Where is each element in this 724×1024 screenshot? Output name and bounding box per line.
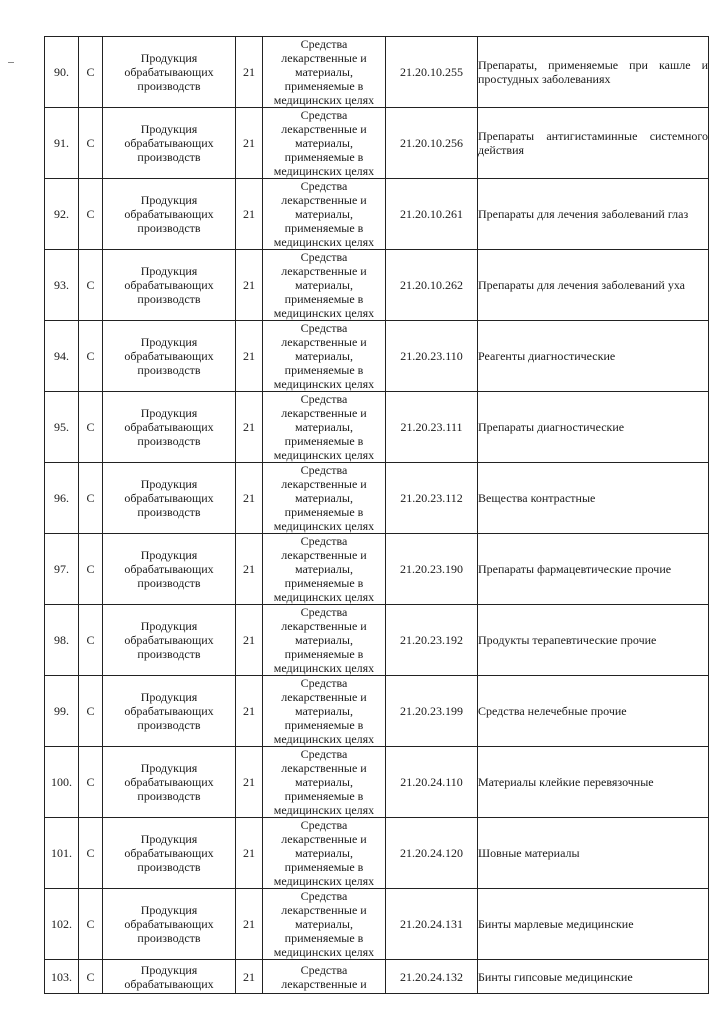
subclass-cell: Средства лекарственные и материалы, применяемые в медицинских целях [263,463,386,534]
table-row [45,321,709,392]
product-code-table [44,36,709,994]
table-row [45,463,709,534]
product-group-cell: Продукция обрабатывающих производств [103,534,236,605]
section-cell: C [79,605,103,676]
class-code-cell: 21 [236,960,263,994]
table-row [45,250,709,321]
class-code-cell: 21 [236,108,263,179]
row-number-cell: 93. [45,250,79,321]
row-number-cell: 94. [45,321,79,392]
product-name-cell: Вещества контрастные [478,463,709,534]
okpd-code-cell: 21.20.24.120 [386,818,478,889]
subclass-cell: Средства лекарственные и материалы, применяемые в медицинских целях [263,818,386,889]
row-number-cell: 96. [45,463,79,534]
row-number-cell: 91. [45,108,79,179]
class-code-cell: 21 [236,676,263,747]
class-code-cell: 21 [236,321,263,392]
class-code-cell: 21 [236,37,263,108]
class-code-cell: 21 [236,179,263,250]
product-group-cell: Продукция обрабатывающих производств [103,889,236,960]
class-code-cell: 21 [236,392,263,463]
product-name-cell: Препараты для лечения заболеваний глаз [478,179,709,250]
class-code-cell: 21 [236,818,263,889]
class-code-cell: 21 [236,889,263,960]
product-group-cell: Продукция обрабатывающих производств [103,108,236,179]
product-name-cell: Продукты терапевтические прочие [478,605,709,676]
product-name-cell: Препараты фармацевтические прочие [478,534,709,605]
row-number-cell: 97. [45,534,79,605]
product-name-cell: Препараты, применяемые при кашле и простудных заболеваниях [478,37,709,108]
table-row [45,179,709,250]
row-number-cell: 98. [45,605,79,676]
okpd-code-cell: 21.20.10.261 [386,179,478,250]
section-cell: C [79,676,103,747]
section-cell: C [79,392,103,463]
section-cell: C [79,960,103,994]
row-number-cell: 100. [45,747,79,818]
okpd-code-cell: 21.20.24.132 [386,960,478,994]
product-group-cell: Продукция обрабатывающих производств [103,392,236,463]
product-group-cell: Продукция обрабатывающих производств [103,321,236,392]
product-name-cell: Реагенты диагностические [478,321,709,392]
product-name-cell: Бинты марлевые медицинские [478,889,709,960]
subclass-cell: Средства лекарственные и материалы, применяемые в медицинских целях [263,747,386,818]
row-number-cell: 95. [45,392,79,463]
class-code-cell: 21 [236,534,263,605]
okpd-code-cell: 21.20.23.192 [386,605,478,676]
table-row [45,818,709,889]
row-number-cell: 90. [45,37,79,108]
section-cell: C [79,889,103,960]
class-code-cell: 21 [236,250,263,321]
section-cell: C [79,108,103,179]
subclass-cell: Средства лекарственные и материалы, применяемые в медицинских целях [263,321,386,392]
table-row [45,747,709,818]
product-group-cell: Продукция обрабатывающих производств [103,37,236,108]
product-name-cell: Препараты для лечения заболеваний уха [478,250,709,321]
section-cell: C [79,463,103,534]
okpd-code-cell: 21.20.10.255 [386,37,478,108]
table-row [45,37,709,108]
table-row [45,392,709,463]
okpd-code-cell: 21.20.10.256 [386,108,478,179]
subclass-cell: Средства лекарственные и материалы, применяемые в медицинских целях [263,676,386,747]
product-name-cell: Шовные материалы [478,818,709,889]
row-number-cell: 101. [45,818,79,889]
section-cell: C [79,37,103,108]
okpd-code-cell: 21.20.23.112 [386,463,478,534]
subclass-cell: Средства лекарственные и материалы, применяемые в медицинских целях [263,250,386,321]
table-row [45,960,709,994]
subclass-cell: Средства лекарственные и материалы, применяемые в медицинских целях [263,108,386,179]
row-number-cell: 99. [45,676,79,747]
okpd-code-cell: 21.20.23.111 [386,392,478,463]
okpd-code-cell: 21.20.10.262 [386,250,478,321]
okpd-code-cell: 21.20.23.110 [386,321,478,392]
table-row [45,889,709,960]
section-cell: C [79,321,103,392]
product-name-cell: Средства нелечебные прочие [478,676,709,747]
row-number-cell: 102. [45,889,79,960]
table-row [45,676,709,747]
section-cell: C [79,818,103,889]
row-number-cell: 92. [45,179,79,250]
subclass-cell: Средства лекарственные и материалы, применяемые в медицинских целях [263,889,386,960]
product-group-cell: Продукция обрабатывающих производств [103,605,236,676]
product-name-cell: Бинты гипсовые медицинские [478,960,709,994]
table-row [45,108,709,179]
okpd-code-cell: 21.20.23.190 [386,534,478,605]
subclass-cell: Средства лекарственные и материалы, применяемые в медицинских целях [263,179,386,250]
product-group-cell: Продукция обрабатывающих производств [103,676,236,747]
row-number-cell: 103. [45,960,79,994]
section-cell: C [79,534,103,605]
product-name-cell: Препараты антигистаминные системного действия [478,108,709,179]
product-group-cell: Продукция обрабатывающих производств [103,818,236,889]
product-group-cell: Продукция обрабатывающих производств [103,463,236,534]
class-code-cell: 21 [236,747,263,818]
table-row [45,534,709,605]
subclass-cell: Средства лекарственные и материалы, применяемые в медицинских целях [263,392,386,463]
okpd-code-cell: 21.20.23.199 [386,676,478,747]
class-code-cell: 21 [236,463,263,534]
class-code-cell: 21 [236,605,263,676]
scan-speck [8,62,14,63]
table-row [45,605,709,676]
product-name-cell: Материалы клейкие перевязочные [478,747,709,818]
product-group-cell: Продукция обрабатывающих [103,960,236,994]
section-cell: C [79,179,103,250]
subclass-cell: Средства лекарственные и материалы, применяемые в медицинских целях [263,37,386,108]
subclass-cell: Средства лекарственные и материалы, применяемые в медицинских целях [263,605,386,676]
product-name-cell: Препараты диагностические [478,392,709,463]
product-group-cell: Продукция обрабатывающих производств [103,250,236,321]
subclass-cell: Средства лекарственные и материалы, применяемые в медицинских целях [263,534,386,605]
okpd-code-cell: 21.20.24.110 [386,747,478,818]
product-group-cell: Продукция обрабатывающих производств [103,747,236,818]
section-cell: C [79,747,103,818]
subclass-cell: Средства лекарственные и [263,960,386,994]
product-group-cell: Продукция обрабатывающих производств [103,179,236,250]
okpd-code-cell: 21.20.24.131 [386,889,478,960]
section-cell: C [79,250,103,321]
